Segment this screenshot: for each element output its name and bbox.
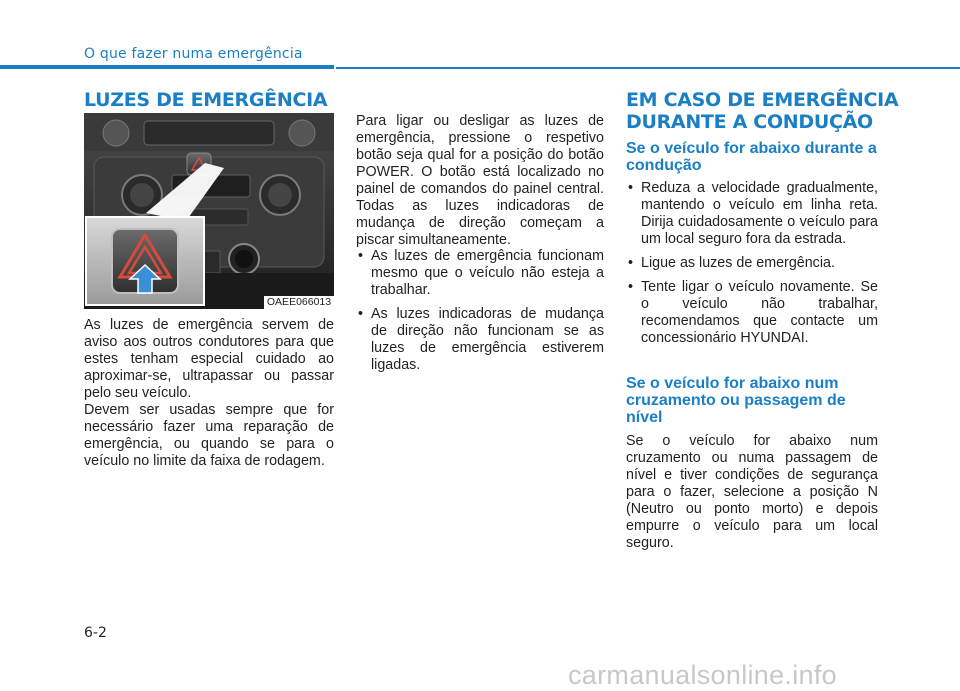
page-number: 6-2: [84, 625, 107, 641]
dashboard-illustration: [84, 113, 334, 309]
hazard-lights-heading: LUZES DE EMERGÊNCIA: [84, 89, 328, 111]
list-item: • As luzes de emergência funcionam mesmo que o veículo não esteja a trabalhar.: [356, 248, 604, 299]
header-rule-right: [336, 67, 960, 69]
crossing-subheading: Se o veículo for abaixo num cruzamento ou passagem de nível: [626, 375, 846, 426]
hazard-para-3: Para ligar ou desligar as luzes de emergência, pressione o respetivo botão seja qual for a posição do botão POWER. O botão está localizado no painel de comandos do painel central. Todas as luzes indicadoras de mudança de direção começam a piscar simultaneamente.: [356, 113, 604, 248]
list-item: • Reduza a velocidade gradualmente, mantendo o veículo em linha reta. Dirija cuidadosamente o veículo para um local seguro fora da estrada.: [626, 180, 878, 248]
hazard-para-2: Devem ser usadas sempre que for necessário fazer uma reparação de emergência, ou quando se para o veículo no limite da faixa de rodagem.: [84, 402, 334, 469]
hazard-button-figure: [84, 113, 334, 309]
section-header: O que fazer numa emergência: [84, 46, 303, 62]
emergency-driving-heading-line2: DURANTE A CONDUÇÃO: [626, 111, 873, 133]
list-item: • Tente ligar o veículo novamente. Se o veículo não trabalhar, recomendamos que contacte um concessionário HYUNDAI.: [626, 279, 878, 347]
list-item: • Ligue as luzes de emergência.: [626, 255, 878, 272]
list-item: • As luzes indicadoras de mudança de direção não funcionam se as luzes de emergência estiverem ligadas.: [356, 306, 604, 374]
breakdown-bullet-list: [626, 180, 878, 354]
emergency-driving-heading-line1: EM CASO DE EMERGÊNCIA: [626, 89, 899, 111]
hazard-para-1: As luzes de emergência servem de aviso aos outros condutores para que estes tenham especial cuidado ao aproximar-se, ultrapassar ou passar pelo seu veículo.: [84, 317, 334, 401]
hazard-bullet-list: [356, 248, 604, 381]
breakdown-driving-subheading: Se o veículo for abaixo durante a condução: [626, 140, 877, 174]
crossing-para: Se o veículo for abaixo num cruzamento ou numa passagem de nível e tiver condições de segurança para o fazer, selecione a posição N (Neutro ou ponto morto) e depois empurre o veículo para um local seguro.: [626, 433, 878, 551]
header-rule-left: [0, 65, 334, 69]
figure-code: OAEE066013: [264, 296, 334, 309]
watermark-text: carmanualsonline.info: [568, 660, 837, 690]
